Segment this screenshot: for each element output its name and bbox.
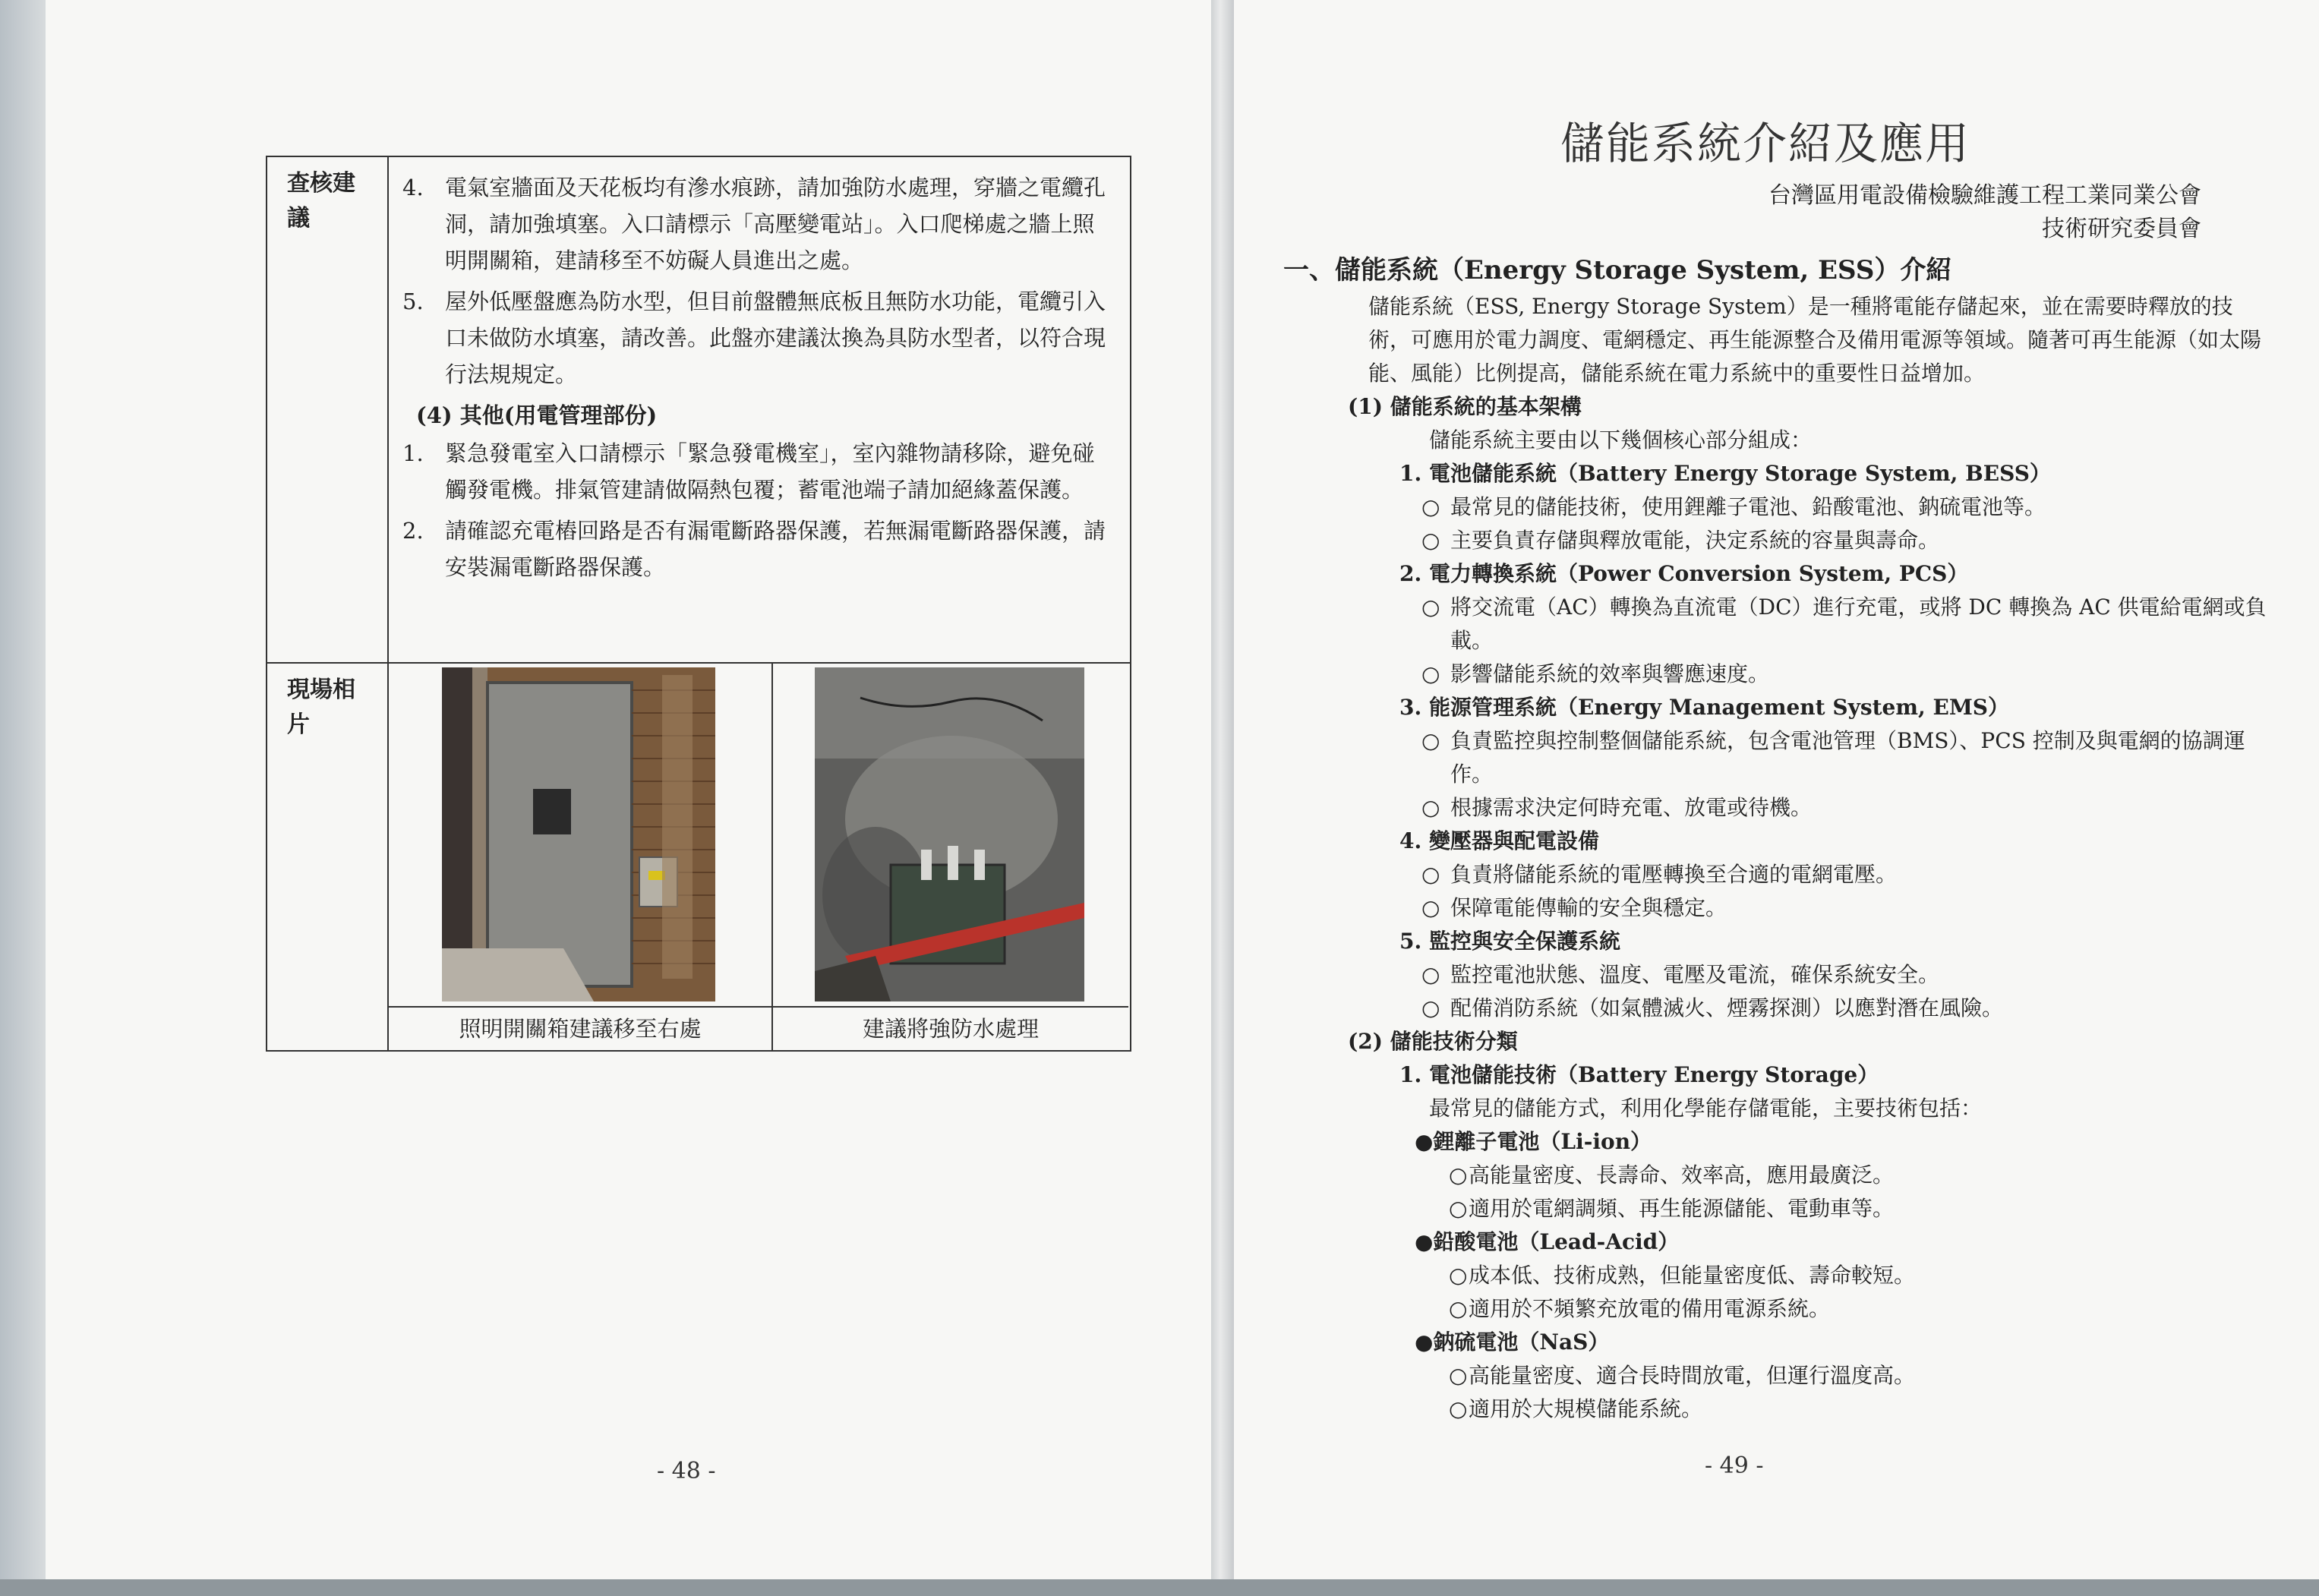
bullet-item — [1421, 791, 2270, 825]
circle-bullet-icon: ○ — [1421, 661, 1440, 686]
bullet-text: 監控電池狀態、溫度、電壓及電流，確保系統安全。 — [1450, 962, 1940, 987]
component-title: 2. 電力轉換系統（Power Conversion System, PCS） — [1399, 561, 1969, 586]
subsection-heading: (2) 儲能技術分類 — [1348, 1029, 1518, 1054]
item-text: 請確認充電樁回路是否有漏電斷路器保護，若無漏電斷路器保護，請安裝漏電斷路器保護。 — [445, 518, 1106, 580]
item-number: 1. — [402, 440, 424, 466]
battery-point — [1449, 1259, 2270, 1292]
bullet-text: 影響儲能系統的效率與響應速度。 — [1450, 661, 1770, 686]
bullet-text: 負責監控與控制整個儲能系統，包含電池管理（BMS）、PCS 控制及與電網的協調運作。 — [1450, 728, 2245, 787]
bullet-item — [1421, 524, 2270, 557]
circle-bullet-icon: ○ — [1449, 1296, 1468, 1321]
article-body — [1283, 251, 2270, 1426]
technology-title: 1. 電池儲能技術（Battery Energy Storage） — [1399, 1062, 1879, 1087]
circle-bullet-icon: ○ — [1421, 795, 1440, 820]
battery-point — [1449, 1359, 2270, 1393]
circle-bullet-icon: ○ — [1421, 962, 1440, 987]
circle-bullet-icon: ○ — [1421, 728, 1440, 753]
circle-bullet-icon: ○ — [1421, 995, 1440, 1020]
battery-point — [1449, 1393, 2270, 1426]
bullet-text: 保障電能傳輸的安全與穩定。 — [1450, 895, 1727, 920]
bullet-item — [1421, 992, 2270, 1025]
circle-bullet-icon: ○ — [1449, 1363, 1468, 1388]
suggestion-item — [402, 283, 1112, 393]
switch-box-photo — [442, 667, 715, 1001]
bullet-item — [1421, 724, 2270, 791]
suggestion-item — [402, 513, 1112, 585]
point-text: 適用於不頻繁充放電的備用電源系統。 — [1469, 1296, 1831, 1321]
book-edge — [0, 0, 46, 1579]
bullet-item — [1421, 858, 2270, 891]
suggestion-label: 查核建議 — [267, 157, 389, 662]
bullet-item — [1421, 658, 2270, 691]
component-title: 4. 變壓器與配電設備 — [1399, 828, 1599, 853]
document-title: 儲能系統介紹及應用 — [1560, 118, 1971, 169]
circle-bullet-icon: ○ — [1449, 1396, 1468, 1421]
item-number: 2. — [402, 518, 424, 544]
bullet-text: 負責將儲能系統的電壓轉換至合適的電網電壓。 — [1450, 862, 1898, 887]
battery-point — [1449, 1192, 2270, 1225]
item-number: 5. — [402, 289, 424, 314]
item-text: 屋外低壓盤應為防水型，但目前盤體無底板且無防水功能，電纜引入口未做防水填塞，請改善。此盤亦建議汰換為具防水型者，以符合現行法規規定。 — [445, 289, 1106, 387]
bullet-item — [1421, 891, 2270, 925]
page-number: - 49 - — [1705, 1452, 1764, 1479]
battery-point — [1449, 1159, 2270, 1192]
subsection-intro: 儲能系統主要由以下幾個核心部分組成： — [1429, 427, 1813, 453]
technology-intro: 最常見的儲能方式，利用化學能存儲電能，主要技術包括： — [1429, 1096, 1983, 1121]
circle-bullet-icon: ○ — [1449, 1162, 1468, 1188]
circle-bullet-icon: ○ — [1421, 494, 1440, 519]
bullet-text: 將交流電（AC）轉換為直流電（DC）進行充電，或將 DC 轉換為 AC 供電給電網或負載。 — [1450, 595, 2267, 653]
battery-type-title: ●鈉硫電池（NaS） — [1415, 1329, 1610, 1355]
section-paragraph: 儲能系統（ESS, Energy Storage System）是一種將電能存儲起來，並在需要時釋放的技術，可應用於電力調度、電網穩定、再生能源整合及備用電源等領域。隨著可再生能源（如太陽能、風能）比例提高，儲能系統在電力系統中的重要性日益增加。 — [1368, 294, 2262, 386]
point-text: 成本低、技術成熟，但能量密度低、壽命較短。 — [1469, 1263, 1916, 1288]
item-text: 緊急發電室入口請標示「緊急發電機室」，室內雜物請移除，避免碰觸發電機。排氣管建請做隔熱包覆；蓄電池端子請加絕緣蓋保護。 — [445, 440, 1095, 503]
bullet-text: 根據需求決定何時充電、放電或待機。 — [1450, 795, 1813, 820]
item-number: 4. — [402, 175, 424, 200]
battery-type-title: ●鋰離子電池（Li-ion） — [1415, 1129, 1652, 1154]
suggestion-item — [402, 169, 1112, 279]
photo-caption: 照明開關箱建議移至右處 — [389, 1006, 771, 1052]
left-page — [46, 0, 1212, 1579]
component-title: 3. 能源管理系統（Energy Management System, EMS） — [1399, 695, 2010, 720]
point-text: 適用於大規模儲能系統。 — [1469, 1396, 1703, 1421]
circle-bullet-icon: ○ — [1449, 1196, 1468, 1221]
right-page — [1234, 0, 2319, 1579]
battery-point — [1449, 1292, 2270, 1326]
circle-bullet-icon: ○ — [1421, 528, 1440, 553]
page-number: - 48 - — [657, 1458, 716, 1484]
point-text: 高能量密度、適合長時間放電，但運行溫度高。 — [1469, 1363, 1916, 1388]
subsection-heading: (4) 其他(用電管理部份) — [416, 402, 658, 428]
battery-type-title: ●鉛酸電池（Lead-Acid） — [1415, 1229, 1680, 1254]
bullet-text: 最常見的儲能技術，使用鋰離子電池、鉛酸電池、鈉硫電池等。 — [1450, 494, 2046, 519]
component-title: 5. 監控與安全保護系統 — [1399, 929, 1620, 954]
component-title: 1. 電池儲能系統（Battery Energy Storage System, BESS） — [1399, 461, 2051, 486]
subsection-heading: (1) 儲能系統的基本架構 — [1348, 394, 1582, 419]
inspection-table — [266, 156, 1131, 1052]
bullet-item — [1421, 490, 2270, 524]
point-text: 適用於電網調頻、再生能源儲能、電動車等。 — [1469, 1196, 1895, 1221]
photo-cell — [773, 664, 1128, 1052]
circle-bullet-icon: ○ — [1421, 895, 1440, 920]
photos-label: 現場相片 — [267, 662, 389, 1052]
organization — [1768, 179, 2201, 246]
book-gutter — [1211, 0, 1234, 1596]
organization-name: 台灣區用電設備檢驗維護工程工業同業公會 — [1768, 182, 2201, 209]
transformer-room-photo — [815, 667, 1084, 1001]
committee-name: 技術研究委員會 — [2042, 216, 2201, 242]
circle-bullet-icon: ○ — [1421, 862, 1440, 887]
point-text: 高能量密度、長壽命、效率高，應用最廣泛。 — [1469, 1162, 1895, 1188]
suggestion-cell — [389, 157, 1130, 662]
bullet-item — [1421, 591, 2270, 658]
scanner-edge — [0, 1579, 2319, 1596]
bullet-text: 主要負責存儲與釋放電能，決定系統的容量與壽命。 — [1450, 528, 1940, 553]
section-heading: 一、儲能系統（Energy Storage System, ESS）介紹 — [1283, 255, 1952, 285]
item-text: 電氣室牆面及天花板均有滲水痕跡，請加強防水處理，穿牆之電纜孔洞，請加強填塞。入口請標示「高壓變電站」。入口爬梯處之牆上照明開關箱，建請移至不妨礙人員進出之處。 — [445, 175, 1106, 273]
circle-bullet-icon: ○ — [1421, 595, 1440, 620]
photo-row — [389, 662, 1130, 1052]
bullet-item — [1421, 958, 2270, 992]
photo-caption: 建議將強防水處理 — [773, 1006, 1128, 1052]
bullet-text: 配備消防系統（如氣體滅火、煙霧探測）以應對潛在風險。 — [1450, 995, 2004, 1020]
photo-cell — [389, 664, 773, 1052]
circle-bullet-icon: ○ — [1449, 1263, 1468, 1288]
suggestion-item — [402, 435, 1112, 508]
